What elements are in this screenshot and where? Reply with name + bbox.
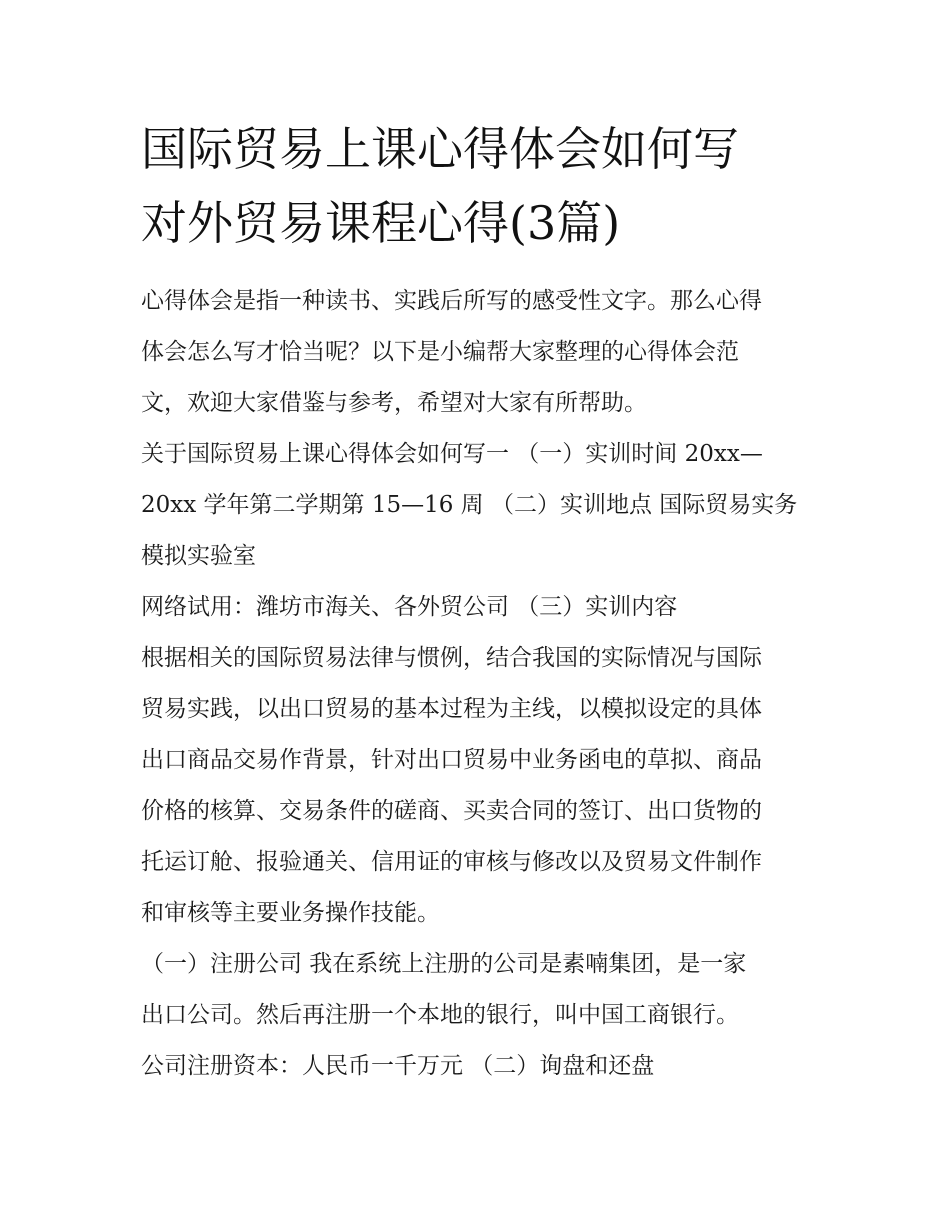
body-line: 价格的核算、交易条件的磋商、买卖合同的签订、出口货物的 bbox=[141, 798, 762, 824]
body-line: 根据相关的国际贸易法律与惯例，结合我国的实际情况与国际 bbox=[141, 645, 762, 671]
body-line: 网络试用：潍坊市海关、各外贸公司 （三）实训内容 bbox=[141, 594, 678, 620]
body-line: 出口公司。然后再注册一个本地的银行，叫中国工商银行。 bbox=[141, 1002, 739, 1028]
body-line: 出口商品交易作背景，针对出口贸易中业务函电的草拟、商品 bbox=[141, 747, 762, 773]
title-line-1: 国际贸易上课心得体会如何写 bbox=[141, 122, 739, 176]
body-line: 文，欢迎大家借鉴与参考，希望对大家有所帮助。 bbox=[141, 390, 647, 416]
body-line: 贸易实践，以出口贸易的基本过程为主线，以模拟设定的具体 bbox=[141, 696, 762, 722]
body-line: 模拟实验室 bbox=[141, 543, 256, 569]
body-line: （一）注册公司 我在系统上注册的公司是素喃集团，是一家 bbox=[141, 951, 747, 977]
body-line: 公司注册资本：人民币一千万元 （二）询盘和还盘 bbox=[141, 1053, 655, 1079]
document-title bbox=[141, 112, 841, 260]
body-line: 托运订舱、报验通关、信用证的审核与修改以及贸易文件制作 bbox=[141, 849, 762, 875]
document-body bbox=[141, 276, 821, 1092]
body-line: 心得体会是指一种读书、实践后所写的感受性文字。那么心得 bbox=[141, 288, 762, 314]
body-line: 和审核等主要业务操作技能。 bbox=[141, 900, 440, 926]
body-line: 体会怎么写才恰当呢？以下是小编帮大家整理的心得体会范 bbox=[141, 339, 739, 365]
body-line: 20xx 学年第二学期第 15—16 周 （二）实训地点 国际贸易实务 bbox=[141, 492, 798, 518]
body-line: 关于国际贸易上课心得体会如何写一 （一）实训时间 20xx— bbox=[141, 441, 763, 467]
title-line-2: 对外贸易课程心得(3篇) bbox=[141, 196, 621, 250]
